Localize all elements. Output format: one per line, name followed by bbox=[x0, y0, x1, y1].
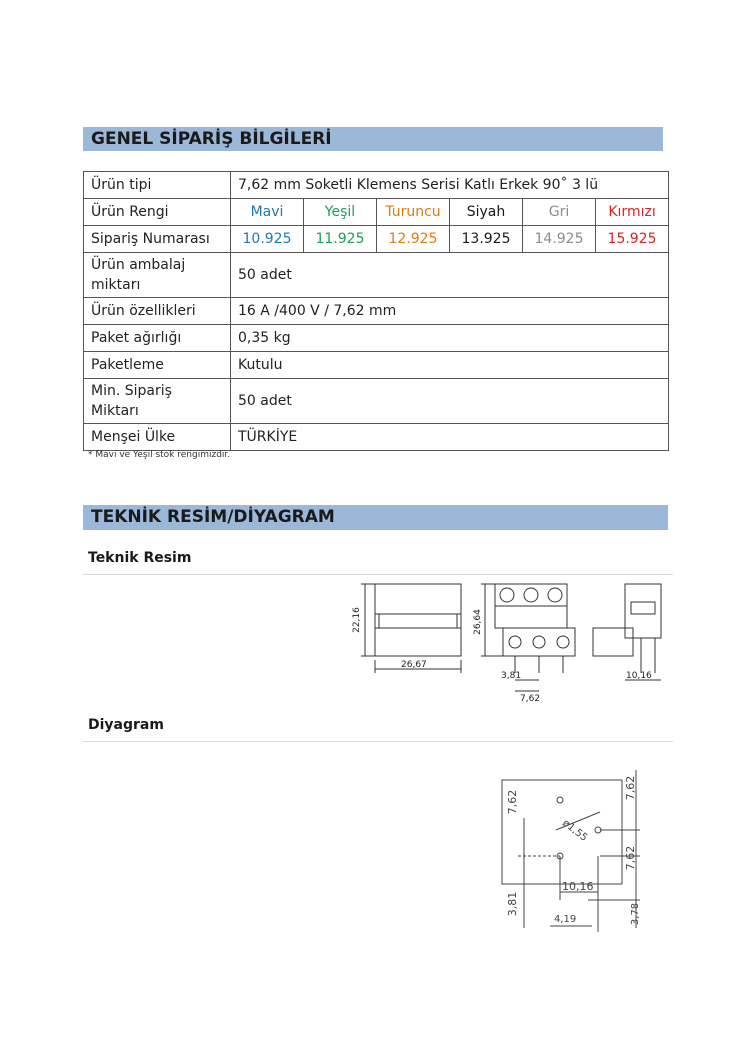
order-code-cell: 13.925 bbox=[450, 226, 523, 253]
dim-label: 7,62 bbox=[624, 775, 637, 801]
drawing-outline bbox=[631, 602, 655, 614]
color-name-cell: Turuncu bbox=[377, 199, 450, 226]
table-row bbox=[84, 226, 669, 253]
table-row bbox=[84, 199, 669, 226]
row-value: 7,62 mm Soketli Klemens Serisi Katlı Erkek 90˚ 3 lü bbox=[231, 172, 669, 199]
order-code-cell: 11.925 bbox=[304, 226, 377, 253]
subheading-diyagram: Diyagram bbox=[88, 717, 164, 733]
row-value: 50 adet bbox=[231, 379, 669, 424]
divider bbox=[83, 574, 673, 575]
drawing-screw bbox=[548, 588, 562, 602]
table-row bbox=[84, 298, 669, 325]
row-label: Ürün Rengi bbox=[84, 199, 231, 226]
drawing-outline bbox=[503, 628, 575, 656]
drawing-screw bbox=[557, 636, 569, 648]
color-name-cell: Kırmızı bbox=[596, 199, 669, 226]
row-value: Kutulu bbox=[231, 352, 669, 379]
section-title-teknik: TEKNİK RESİM/DİYAGRAM bbox=[83, 505, 668, 530]
diagram-outline bbox=[502, 780, 622, 884]
drawing-screw bbox=[509, 636, 521, 648]
row-label: Menşei Ülke bbox=[84, 424, 231, 451]
dim-label: 26,64 bbox=[473, 609, 483, 635]
row-label: Paket ağırlığı bbox=[84, 325, 231, 352]
row-value: 50 adet bbox=[231, 253, 669, 298]
row-label: Ürün tipi bbox=[84, 172, 231, 199]
dim-label: 3,81 bbox=[506, 891, 519, 917]
subheading-teknik-resim: Teknik Resim bbox=[88, 550, 192, 566]
table-row bbox=[84, 253, 669, 298]
table-row bbox=[84, 379, 669, 424]
color-name-cell: Siyah bbox=[450, 199, 523, 226]
color-name-cell: Gri bbox=[523, 199, 596, 226]
order-code-cell: 15.925 bbox=[596, 226, 669, 253]
row-value: 16 A /400 V / 7,62 mm bbox=[231, 298, 669, 325]
order-code-cell: 12.925 bbox=[377, 226, 450, 253]
color-name-cell: Yeşil bbox=[304, 199, 377, 226]
order-code-cell: 14.925 bbox=[523, 226, 596, 253]
footnote: * Mavi ve Yeşil stok rengimizdir. bbox=[88, 450, 231, 460]
row-label: Sipariş Numarası bbox=[84, 226, 231, 253]
order-code-cell: 10.925 bbox=[231, 226, 304, 253]
row-label: Min. Sipariş Miktarı bbox=[84, 379, 231, 424]
diagram-drawing bbox=[500, 768, 650, 933]
dim-label: ø1,55 bbox=[560, 817, 590, 844]
table-row bbox=[84, 424, 669, 451]
drawing-outline bbox=[375, 584, 461, 656]
dim-label: 10,16 bbox=[626, 671, 652, 681]
dim-label: 4,19 bbox=[554, 914, 577, 925]
technical-drawing bbox=[345, 578, 675, 703]
row-value: TÜRKİYE bbox=[231, 424, 669, 451]
section-title-genel: GENEL SİPARİŞ BİLGİLERİ bbox=[83, 127, 663, 151]
dim-label: 26,67 bbox=[401, 660, 427, 670]
divider bbox=[83, 741, 673, 742]
drawing-screw bbox=[500, 588, 514, 602]
dim-label: 7,62 bbox=[506, 789, 519, 815]
row-value: 0,35 kg bbox=[231, 325, 669, 352]
row-label: Ürün özellikleri bbox=[84, 298, 231, 325]
color-name-cell: Mavi bbox=[231, 199, 304, 226]
table-row bbox=[84, 172, 669, 199]
order-info-table bbox=[83, 171, 669, 451]
table-row bbox=[84, 325, 669, 352]
dim-label: 3,78 bbox=[630, 902, 641, 926]
drawing-screw bbox=[533, 636, 545, 648]
dim-label: 22,16 bbox=[352, 607, 362, 633]
dim-label: 7,62 bbox=[520, 694, 541, 703]
drawing-outline bbox=[495, 584, 567, 606]
drawing-outline bbox=[495, 606, 567, 628]
drawing-screw bbox=[524, 588, 538, 602]
row-label: Ürün ambalaj miktarı bbox=[84, 253, 231, 298]
dim-label: 10,16 bbox=[562, 880, 594, 893]
drawing-outline bbox=[593, 628, 633, 656]
drawing-outline bbox=[625, 584, 661, 638]
row-label: Paketleme bbox=[84, 352, 231, 379]
diagram-hole bbox=[557, 797, 563, 803]
table-row bbox=[84, 352, 669, 379]
dim-label: 7,62 bbox=[624, 845, 637, 871]
dim-label: 3,81 bbox=[501, 671, 522, 681]
